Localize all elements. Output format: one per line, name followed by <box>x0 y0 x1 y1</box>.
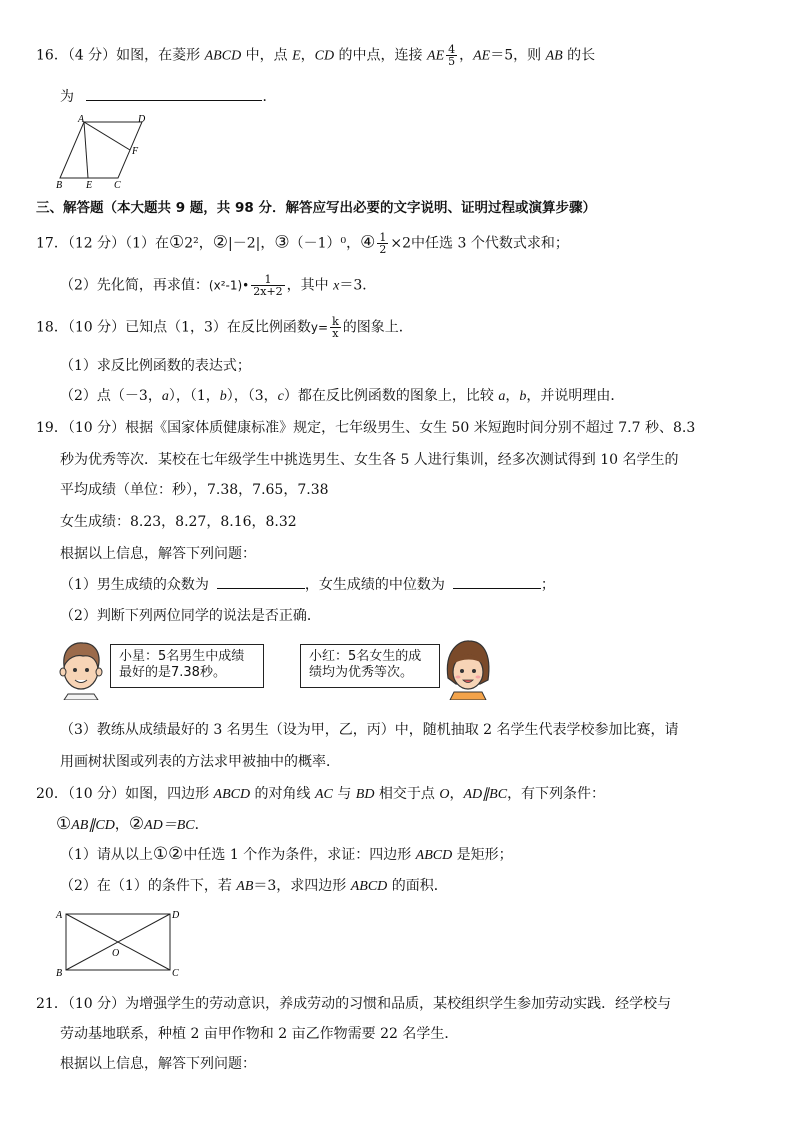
q17-text: ＝3． <box>339 277 377 294</box>
q16-text: ， <box>300 47 315 64</box>
circled-1: ① <box>169 232 185 253</box>
q18-text: ， <box>505 388 520 404</box>
section3-heading: 三、解答题（本大题共 9 题，共 98 分．解答应写出必要的文字说明、证明过程或演算步骤） <box>36 200 596 216</box>
q20-abcd: ABCD <box>350 879 388 894</box>
q17-item-2: |－2|， <box>228 235 275 252</box>
q19-line1: 19．（10 分）根据《国家体质健康标准》规定，七年级男生、女生 50 米短跑时间分别不超过 7.7 秒、8.3 <box>36 420 696 436</box>
xiaoxing-speech-bubble: 小星：5名男生中成绩最好的是7.38秒。 <box>110 644 264 688</box>
q20-ad-parallel-bc: AD∥BC <box>463 787 508 802</box>
q21-line3: 根据以上信息，解答下列问题： <box>60 1056 256 1072</box>
q17-line1 <box>36 232 569 255</box>
q21-line1: 21．（10 分）为增强学生的劳动意识，养成劳动的习惯和品质，某校组织学生参加劳动实践．经学校与 <box>36 996 672 1012</box>
q20-text: 中任选 1 个作为条件，求证：四边形 <box>183 847 416 863</box>
label-D: D <box>172 910 180 921</box>
q19-line2: 秒为优秀等次．某校在七年级学生中挑选男生、女生各 5 人进行集训，经多次测试得到 10 名学生的 <box>60 452 679 468</box>
q18-y: y= <box>310 320 329 335</box>
q18-line3 <box>60 386 624 407</box>
q16-line2 <box>60 86 276 107</box>
q20-text: 相交于点 <box>374 786 440 802</box>
q18-text: （2）点（－3， <box>60 388 162 404</box>
q21-line2: 劳动基地联系，种植 2 亩甲作物和 2 亩乙作物需要 22 名学生． <box>60 1026 459 1042</box>
q17-fraction <box>377 232 388 255</box>
label-F: F <box>132 146 139 157</box>
frac-num: 1 <box>251 274 284 286</box>
q16-text: 的长 <box>562 47 596 64</box>
q20-ab: AB <box>236 879 254 894</box>
frac-den: 2 <box>379 243 387 256</box>
q18-line1 <box>36 316 413 339</box>
q16-text: ＝5，则 <box>490 47 546 64</box>
circled-2: ② <box>128 814 145 834</box>
q20-text: 的对角线 <box>250 786 315 802</box>
girl-avatar <box>444 638 492 700</box>
circled-4: ④ <box>360 232 376 253</box>
q20-abcd: ABCD <box>415 848 453 863</box>
q16-fraction <box>446 44 457 67</box>
q18-a: a <box>161 389 169 404</box>
q20-text: ， <box>114 817 129 833</box>
q20-text: ＝3，求四边形 <box>253 878 351 894</box>
frac-den: x <box>332 327 339 340</box>
q17-expression: (x²-1)• <box>208 278 250 293</box>
q18-line2: （1）求反比例函数的表达式； <box>60 358 251 374</box>
q17-item-4: ×2 <box>390 235 412 252</box>
q18-c: c <box>277 389 284 404</box>
q19-line4: 女生成绩：8.23，8.27，8.16，8.32 <box>60 514 297 530</box>
label-C: C <box>172 968 179 978</box>
q16-ae: AE <box>427 48 445 64</box>
circled-1-2: ①② <box>152 844 184 864</box>
q20-text: ， <box>449 786 464 802</box>
boy-avatar <box>56 638 106 700</box>
q20-o: O <box>439 787 450 802</box>
frac-num: k <box>332 315 339 328</box>
q16-rhombus-figure <box>54 114 154 190</box>
q17-item-1: 2²， <box>184 235 213 252</box>
q16-text: ， <box>459 47 474 64</box>
q16-answer-blank[interactable] <box>86 86 262 101</box>
q20-text: 的面积． <box>387 878 448 894</box>
q19-line5: 根据以上信息，解答下列问题： <box>60 546 256 562</box>
q17-line2 <box>60 274 376 297</box>
q19-line7: （2）判断下列两位同学的说法是否正确． <box>60 608 321 624</box>
q19-line8: （3）教练从成绩最好的 3 名男生（设为甲，乙，丙）中，随机抽取 2 名学生代表学校参加比赛，请 <box>60 722 679 738</box>
label-D: D <box>138 114 146 125</box>
q20-text: （2）在（1）的条件下，若 <box>60 878 237 894</box>
q20-condition-1: AB∥CD <box>71 818 115 833</box>
q16-text: ． <box>262 89 277 105</box>
q18-text: ），（3， <box>226 388 278 404</box>
q20-condition-2: AD＝BC <box>144 818 195 833</box>
q16-text: 16．（4 分）如图，在菱形 <box>36 47 205 64</box>
q16-text: 的中点，连接 <box>334 47 428 64</box>
label-B: B <box>56 180 63 190</box>
q18-b: b <box>219 389 227 404</box>
q19-text: ，女生成绩的中位数为 <box>304 577 445 593</box>
frac-num: 1 <box>379 231 387 244</box>
q20-line3 <box>60 844 513 866</box>
circled-3: ③ <box>274 232 290 253</box>
frac-num: 4 <box>448 43 456 56</box>
q19-text: （1）男生成绩的众数为 <box>60 577 209 593</box>
q16-e: E <box>292 48 301 64</box>
q17-x: x <box>333 278 340 294</box>
q19-text: ； <box>540 577 555 593</box>
q20-abcd: ABCD <box>213 787 251 802</box>
label-C: C <box>114 180 121 190</box>
q19-line9: 用画树状图或列表的方法求甲被抽中的概率． <box>60 754 340 770</box>
q18-text: 的图象上． <box>342 319 413 336</box>
q20-text: 20．（10 分）如图，四边形 <box>36 786 214 802</box>
q16-ab: AB <box>545 48 563 64</box>
q18-text: ，并说明理由． <box>526 388 625 404</box>
q16-text: 为 <box>60 89 74 105</box>
q20-line1 <box>36 784 605 805</box>
q18-text: ），（1， <box>168 388 220 404</box>
q18-text: 18．（10 分）已知点（1，3）在反比例函数 <box>36 319 311 336</box>
q20-line4 <box>60 876 448 897</box>
q17-fraction-2 <box>251 274 284 297</box>
q19-line6 <box>60 574 555 595</box>
label-A: A <box>78 114 85 125</box>
q20-text: 与 <box>332 786 356 802</box>
male-mode-blank[interactable] <box>217 574 305 589</box>
q17-text: （2）先化简，再求值： <box>60 277 209 294</box>
q20-ac: AC <box>315 787 333 802</box>
q20-rectangle-figure <box>54 906 182 978</box>
q18-a: a <box>498 389 506 404</box>
q20-bd: BD <box>355 787 375 802</box>
q16-line1 <box>36 44 595 67</box>
q18-fraction <box>330 316 341 339</box>
q19-line3: 平均成绩（单位：秒），7.38，7.65，7.38 <box>60 482 329 498</box>
q18-b: b <box>519 389 527 404</box>
q20-text: ． <box>194 817 209 833</box>
label-A: A <box>56 910 63 921</box>
q20-text: ，有下列条件： <box>507 786 606 802</box>
xiaohong-speech-bubble: 小红：5名女生的成绩均为优秀等次。 <box>300 644 440 688</box>
q18-text: ）都在反比例函数的图象上，比较 <box>283 388 499 404</box>
label-B: B <box>56 968 63 978</box>
q20-line2 <box>56 814 209 836</box>
circled-1: ① <box>56 814 72 834</box>
q17-text: 17．（12 分）（1）在 <box>36 235 169 252</box>
q17-text: ，其中 <box>286 277 334 294</box>
label-O: O <box>112 948 120 959</box>
female-median-blank[interactable] <box>453 574 541 589</box>
q16-cd: CD <box>314 48 335 64</box>
frac-den: 5 <box>448 55 456 68</box>
label-E: E <box>86 180 93 190</box>
q17-text: 中任选 3 个代数式求和； <box>411 235 569 252</box>
q20-text: 是矩形； <box>452 847 513 863</box>
q16-text: 中，点 <box>241 47 293 64</box>
q16-ae: AE <box>473 48 491 64</box>
q20-text: （1）请从以上 <box>60 847 153 863</box>
q17-item-3: （－1）⁰， <box>289 235 361 252</box>
q16-abcd: ABCD <box>204 48 242 64</box>
circled-2: ② <box>212 232 229 253</box>
frac-den: 2x+2 <box>253 285 283 298</box>
